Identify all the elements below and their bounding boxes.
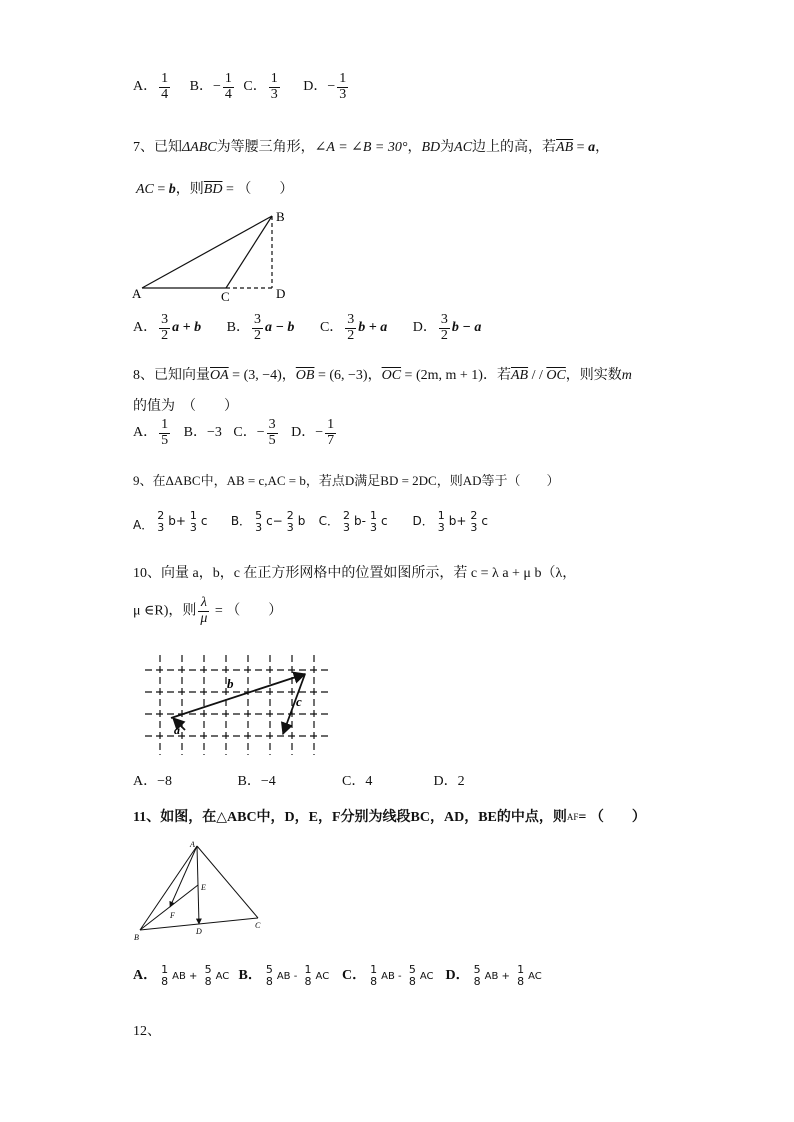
fraction: 2 3 [286,509,294,534]
q11-triangle-figure [130,838,270,948]
fraction: 2 3 [470,509,478,534]
q6-option-b: B．− $\frac{1}{4}$ [189,71,232,102]
fraction: 5 3 [255,509,263,534]
fraction: $\frac{3}{2}$ [440,312,448,343]
q6-option-a: A． $\frac{1}{4}$ [133,71,169,102]
q7-options [133,313,481,343]
vector-ab: $\overline{AB}$ [556,140,574,155]
q8-options [133,418,338,448]
label-d: D [276,286,286,301]
q10-option-a: A．−8 [133,774,173,789]
q9-option-a: A． 2 3 b+ 1 3 c [133,509,208,534]
q8-option-b: B．−3 [183,425,222,441]
fraction: 5 8 [204,963,212,988]
fraction: 1 8 [370,963,378,988]
q9-option-c: C． 2 3 b- 1 3 c [318,509,388,534]
q9-options [133,510,488,533]
fraction: 5 8 [408,963,416,988]
fraction: 1 3 [437,509,445,534]
grid-lines [145,655,330,755]
label-b: B [276,209,285,224]
label-c: c [296,694,302,709]
q8-line1: 8、已知向量$\overline{OA} = (3$, −4)，$\overline{OB} = (6$, −3)，$\overline{OC} = (2m$, m + 1)．若$\overline{AB}$ / / $\overline{OC}$，则实数m [133,368,632,383]
vector-bd: $\overline{BD}$ [203,182,223,197]
fraction: $\frac{1}{3}$ [339,71,347,102]
segment-be [140,885,198,930]
fraction: 5 8 [473,963,481,988]
vector-af: AF [566,812,579,822]
q6-option-d: D．− $\frac{1}{3}$ [303,71,347,102]
q11-question: 11、如图，在△ABC中，D，E，F分别为线段BC，AD，BE的中点，则AF= （ ） [133,810,646,825]
fraction: $\frac{3}{2}$ [347,312,355,343]
q6-option-c: C． $\frac{1}{3}$ [243,71,278,102]
q12-question: 12、 [133,1024,161,1039]
fraction: 1 3 [370,509,378,534]
vector-oa: $\overline{OA}$ [210,368,229,383]
fraction: 2 3 [343,509,351,534]
q10-line1: 10、向量 a，b，c 在正方形网格中的位置如图所示，若 c = λ a + μ b（λ， [133,566,577,581]
vector-ab: $\overline{AB}$ [510,368,529,383]
q7-option-b: B． $\frac{3}{2}$ a − b [226,312,295,343]
label-b: b [227,676,234,691]
label-a: A [190,840,195,849]
q7-line1: 7、已知ΔABC为等腰三角形，∠A = ∠B = 30°，BD为AC边上的高，若$\overline{AB} = a$， [133,140,610,155]
q10-option-b: B．−4 [237,774,276,789]
q8-line2: 的值为 （ ） [133,399,238,414]
q7-option-c: C． $\frac{3}{2}$ b + a [319,312,388,343]
q9-option-b: B． 5 3 c− 2 3 b [230,509,306,534]
fraction: $\frac{3}{2}$ [161,312,169,343]
q11-option-c: C． 1 8 AB - 5 8 AC [342,963,434,988]
q9-question: 9、在ΔABC中，AB = c,AC = b，若点D满足BD = 2DC，则AD等于（ ） [133,473,560,488]
vector-oc: $\overline{OC}$ [381,368,402,383]
q10-grid-figure [145,650,335,760]
label-f: F [170,911,175,920]
label-a: a [174,723,180,737]
vector-b-arrow [171,674,305,718]
fraction: $\frac{3}{2}$ [253,312,261,343]
q8-option-d: D．− $\frac{1}{7}$ [291,417,335,448]
q7-triangle-figure [130,208,300,308]
fraction: 1 8 [161,963,169,988]
q10-option-c: C．4 [342,774,373,789]
q10-options [133,770,465,790]
fraction: 1 8 [304,963,312,988]
label-c: C [255,921,261,930]
label-e: E [201,883,206,892]
q6-options [133,72,350,102]
fraction: $\frac{1}{7}$ [327,417,335,448]
q11-option-a: A． 1 8 AB + 5 8 AC [133,963,230,988]
fraction: $\frac{1}{4}$ [161,71,169,102]
q7-line2: AC = b，则$\overline{BD}$ = （ ） [136,182,294,197]
q8-option-a: A． $\frac{1}{5}$ [133,417,169,448]
vector-oc: $\overline{OC}$ [546,368,566,383]
label-b: B [134,933,139,942]
segment-ab [142,216,272,288]
q8-option-c: C．− $\frac{3}{5}$ [233,417,276,448]
label-a: A [132,286,142,301]
label-d: D [196,927,202,936]
q11-option-b: B． 5 8 AB - 1 8 AC [238,963,330,988]
label-c: C [221,289,230,304]
lambda-over-mu: $\frac{\lambda}{\mu}$ [200,595,208,626]
segment-af [170,846,197,907]
fraction: 1 8 [517,963,525,988]
side-ab [140,846,197,930]
side-ac [197,846,258,918]
fraction: $\frac{1}{3}$ [270,71,278,102]
q11-options [133,964,542,988]
fraction: $\frac{3}{5}$ [268,417,276,448]
fraction: 5 8 [265,963,273,988]
fraction: $\frac{1}{4}$ [224,71,232,102]
q10-line2: μ ∈R)，则 $\frac{\lambda}{\mu}$ = （ ） [133,595,283,626]
fraction: 2 3 [157,509,165,534]
q7-option-d: D． $\frac{3}{2}$ b − a [412,312,482,343]
q9-option-d: D． 1 3 b+ 2 3 c [412,509,489,534]
q11-option-d: D． 5 8 AB + 1 8 AC [445,963,542,988]
fraction: 1 3 [189,509,197,534]
vector-ac: AC [136,182,154,197]
fraction: $\frac{1}{5}$ [161,417,169,448]
q7-option-a: A． $\frac{3}{2}$ a + b [133,312,202,343]
q10-option-d: D．2 [433,774,465,789]
vector-ob: $\overline{OB}$ [295,368,315,383]
segment-cb [226,216,272,288]
